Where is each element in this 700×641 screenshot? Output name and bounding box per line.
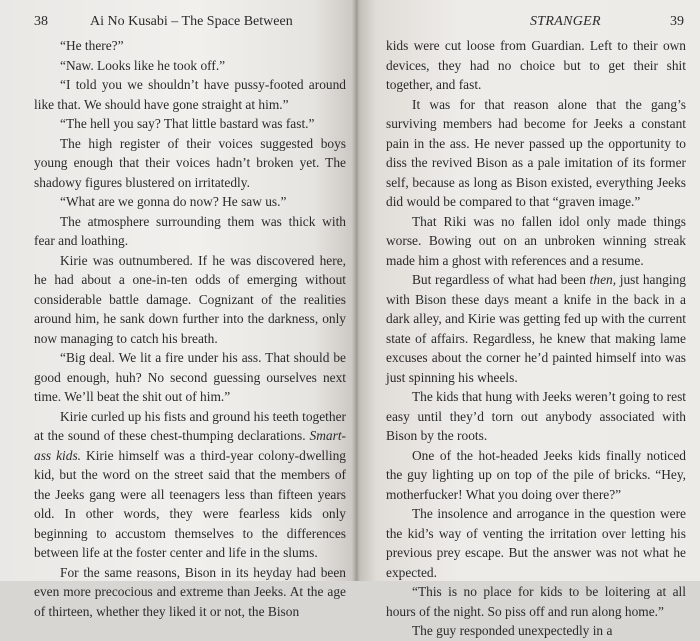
paragraph-continuation: kids were cut loose from Guardian. Left to their own devices, they had no choice but to get their shit together, and fast.: [386, 38, 686, 92]
left-page-body: [34, 36, 346, 621]
paragraph: “I told you we shouldn’t have pussy-footed around like that. We should have gone straight at him.”: [34, 77, 346, 112]
paragraph: “The hell you say? That little bastard was fast.”: [60, 116, 315, 131]
paragraph: For the same reasons, Bison in its heyday had been even more precocious and extreme than Jeeks. At the age of thirteen, whether they liked it or not, the Bison: [34, 564, 346, 619]
paragraph-text: hanging with Bison these days meant a knife in the back in a dark alley, and Kirie was getting fed up with the current state of affairs. Regardless, he knew that making lame excuses about the corner he’d painted himself into was just spinning his wheels.: [386, 272, 686, 385]
paragraph: [386, 270, 686, 387]
right-page-header: [386, 10, 688, 34]
paragraph-text: Kirie himself was a third-year colony-dwelling kid, but the word on the street said that the members of the Jeeks gang were all teenagers less than fifteen years old. In other words, they were fearless kids only beginning to accustom themselves to the differences between life at the foster center and life in the slums.: [34, 447, 346, 560]
italic-phrase: then,: [589, 272, 617, 287]
book-gutter: [352, 0, 360, 581]
left-page-header: [34, 10, 350, 34]
right-page: [356, 0, 700, 638]
left-page: [0, 0, 356, 619]
paragraph: “What are we gonna do now? He saw us.”: [60, 194, 287, 209]
paragraph: The insolence and arrogance in the question were the kid’s way of venting the irritation over letting his previous prey escape. But the answer was not what he expected.: [386, 506, 686, 580]
paragraph: One of the hot-headed Jeeks kids finally noticed the guy lighting up on top of the pile of bricks. “Hey, motherfucker! What you doing over there?”: [386, 447, 686, 502]
page-number-right: 39: [670, 14, 684, 29]
paragraph: The high register of their voices suggested boys young enough that their voices hadn’t broken yet. The shadowy figures blustered on irritatedly.: [34, 135, 346, 190]
running-title-left: Ai No Kusabi – The Space Between: [90, 14, 293, 29]
running-title-right: STRANGER: [530, 14, 601, 29]
paragraph: “Big deal. We lit a fire under his ass. That should be good enough, huh? No second guessing ourselves next time. We’ll beat the shit out of him.”: [34, 350, 346, 404]
paragraph: The guy responded unexpectedly in a: [412, 623, 613, 638]
paragraph: That Riki was no fallen idol only made things worse. Bowing out on an unbroken winning streak made him a ghost with references and a resume.: [386, 213, 686, 268]
paragraph: The atmosphere surrounding them was thick with fear and loathing.: [34, 213, 346, 248]
right-page-body: [386, 36, 686, 641]
page-number-left: 38: [34, 14, 48, 29]
paragraph: It was for that reason alone that the gang’s surviving members had become for Jeeks a constant pain in the ass. He never passed up the opportunity to diss the revived Bison as a pale imitation of its former self, because as long as Bison existed, everything Jeeks did would be compared to that “graven image.”: [386, 96, 686, 209]
paragraph-text: just: [619, 272, 640, 287]
paragraph: [34, 407, 346, 563]
paragraph: “Naw. Looks like he took off.”: [60, 57, 226, 73]
paragraph: “He there?”: [60, 38, 124, 53]
paragraph-text: But regardless of what had been: [412, 272, 586, 287]
italic-phrase: Smart-ass kids.: [34, 428, 346, 463]
paragraph: The kids that hung with Jeeks weren’t going to rest easy until they’d torn out anybody associated with Bison by the roots.: [386, 389, 686, 443]
paragraph: “This is no place for kids to be loitering at all hours of the night. So piss off and run along home.”: [386, 584, 686, 619]
paragraph: Kirie was outnumbered. If he was discovered here, he had about a one-in-ten odds of emerging without considerable battle damage. Cognizant of the realities around him, he sank down further into the darkness, only now managing to catch his breath.: [34, 252, 346, 346]
paragraph-text: Kirie curled up his fists and ground his teeth together at the sound of these chest-thumping declarations.: [34, 408, 346, 443]
